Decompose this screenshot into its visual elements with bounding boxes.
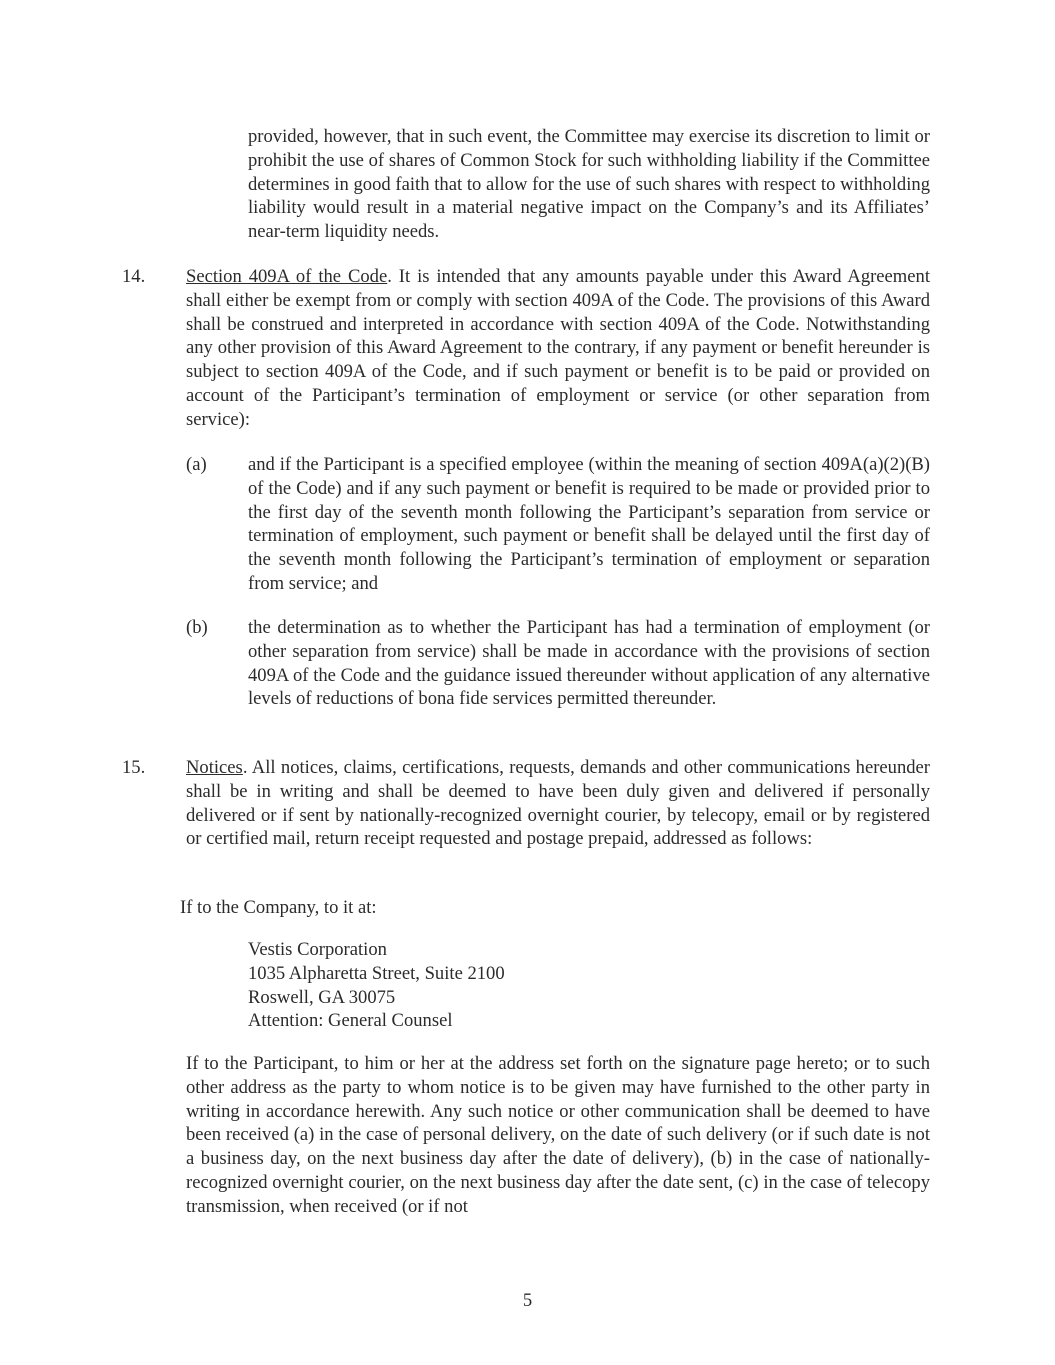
page-number: 5 — [522, 1290, 533, 1311]
address-line-street: 1035 Alpharetta Street, Suite 2100 — [248, 962, 505, 984]
section-14-paragraph — [186, 265, 930, 432]
address-line-attention: Attention: General Counsel — [248, 1010, 453, 1032]
section-14-text: . It is intended that any amounts payable under this Award Agreement shall either be exempt from or comply with section 409A of the Code. The provisions of this Award shall be construed and interpreted in accordance with section 409A of the Code. Notwithstanding any other provision of this Award Agreement to the contrary, if any payment or benefit hereunder is subject to section 409A of the Code, and if such payment or benefit is to be paid or provided on account of the Participant’s termination of employment or service (or other separation from service): — [186, 266, 930, 430]
participant-paragraph: If to the Participant, to him or her at the address set forth on the signature page hereto; or to such other address as the party to whom notice is to be given may have furnished to the other party in writing in accordance herewith. Any such notice or other communication shall be deemed to have been received (a) in the case of personal delivery, on the date of such delivery (or if such date is not a business day, on the next business day after the date of delivery), (b) in the case of nationally-recognized overnight courier, on the next business day after the date sent, (c) in the case of telecopy transmission, when received (or if not — [186, 1053, 930, 1217]
section-15-heading: Notices — [186, 757, 243, 778]
address-line-city: Roswell, GA 30075 — [248, 986, 396, 1008]
company-address — [248, 938, 848, 1033]
item-a-label: (a) — [186, 454, 207, 475]
section-15-number: 15. — [122, 757, 146, 778]
item-a-text: and if the Participant is a specified employee (within the meaning of section 409A(a)(2)(B) of the Code) and if any such payment or benefit is required to be made or provided prior to the first day of the seventh month following the Participant’s separation from service or termination of employment, such payment or benefit shall be delayed until the first day of the seventh month following the Participant’s termination of employment or separation from service; and — [248, 454, 930, 594]
section-15-text: . All notices, claims, certifications, requests, demands and other communications hereunder shall be in writing and shall be deemed to have been duly given and delivered if personally delivered or if sent by nationally-recognized overnight courier, by telecopy, email or by registered or certified mail, return receipt requested and postage prepaid, addressed as follows: — [186, 757, 930, 850]
item-b-text: the determination as to whether the Participant has had a termination of employment (or other separation from service) shall be made in accordance with the provisions of section 409A of the Code and the guidance issued thereunder without application of any alternative levels of reductions of bona fide services permitted thereunder. — [248, 617, 930, 710]
section-15-paragraph — [186, 756, 930, 851]
continuation-paragraph: provided, however, that in such event, the Committee may exercise its discretion to limit or prohibit the use of shares of Common Stock for such withholding liability if the Committee determines in good faith that to allow for the use of such shares with respect to withholding liability would result in a material negative impact on the Company’s and its Affiliates’ near-term liquidity needs. — [248, 126, 930, 243]
address-line-company: Vestis Corporation — [248, 939, 387, 960]
company-intro: If to the Company, to it at: — [180, 897, 377, 918]
section-14-heading: Section 409A of the Code — [186, 266, 388, 287]
section-14-number: 14. — [122, 266, 146, 287]
item-b-label: (b) — [186, 617, 208, 638]
